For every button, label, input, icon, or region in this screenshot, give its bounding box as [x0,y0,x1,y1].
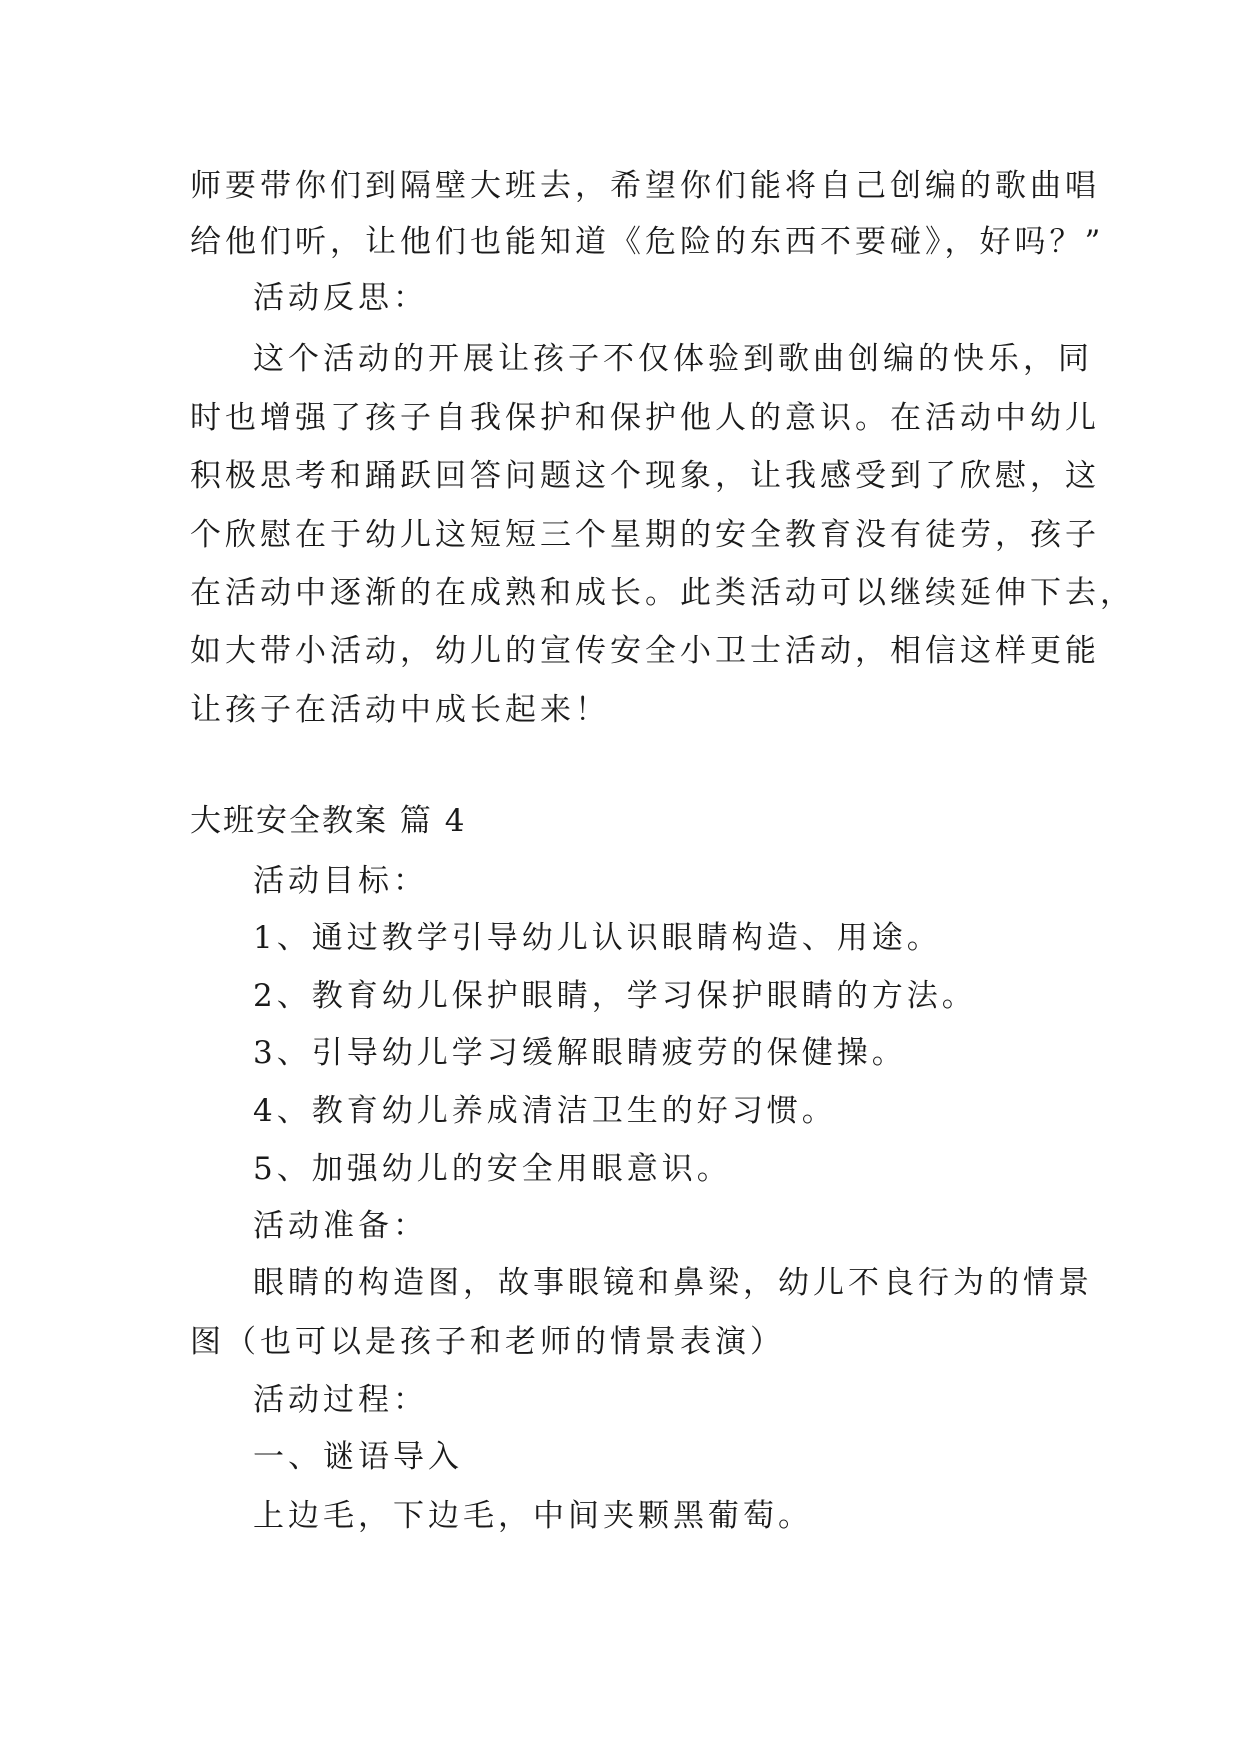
paragraph-line: 这个活动的开展让孩子不仅体验到歌曲创编的快乐，同 [253,341,1093,377]
list-item: 4、教育幼儿养成清洁卫生的好习惯。 [253,1093,837,1129]
section-label: 活动过程： [253,1382,428,1418]
paragraph-line: 上边毛，下边毛，中间夹颗黑葡萄。 [253,1498,813,1534]
subsection-heading: 一、谜语导入 [253,1439,463,1475]
list-item: 2、教育幼儿保护眼睛，学习保护眼睛的方法。 [253,978,977,1014]
section-label: 活动准备： [253,1208,428,1244]
list-item: 5、加强幼儿的安全用眼意识。 [253,1151,732,1187]
paragraph-line: 在活动中逐渐的在成熟和成长。此类活动可以继续延伸下去， [190,575,1135,611]
paragraph-line: 让孩子在活动中成长起来！ [190,692,610,728]
paragraph-line: 图（也可以是孩子和老师的情景表演） [190,1324,785,1360]
list-item: 1、通过教学引导幼儿认识眼睛构造、用途。 [253,920,942,956]
section-label: 活动目标： [253,863,428,899]
paragraph-line: 个欣慰在于幼儿这短短三个星期的安全教育没有徒劳，孩子 [190,517,1100,553]
paragraph-line: 眼睛的构造图，故事眼镜和鼻梁，幼儿不良行为的情景 [253,1265,1093,1301]
paragraph-line: 师要带你们到隔壁大班去，希望你们能将自己创编的歌曲唱 [190,168,1100,204]
paragraph-line: 时也增强了孩子自我保护和保护他人的意识。在活动中幼儿 [190,400,1100,436]
paragraph-line: 如大带小活动，幼儿的宣传安全小卫士活动，相信这样更能 [190,633,1100,669]
list-item: 3、引导幼儿学习缓解眼睛疲劳的保健操。 [253,1035,907,1071]
paragraph-line: 积极思考和踊跃回答问题这个现象，让我感受到了欣慰，这 [190,458,1100,494]
section-label: 活动反思： [253,280,428,316]
section-heading: 大班安全教案 篇 4 [190,803,467,839]
paragraph-line: 给他们听，让他们也能知道《危险的东西不要碰》，好吗？” [190,224,1105,260]
